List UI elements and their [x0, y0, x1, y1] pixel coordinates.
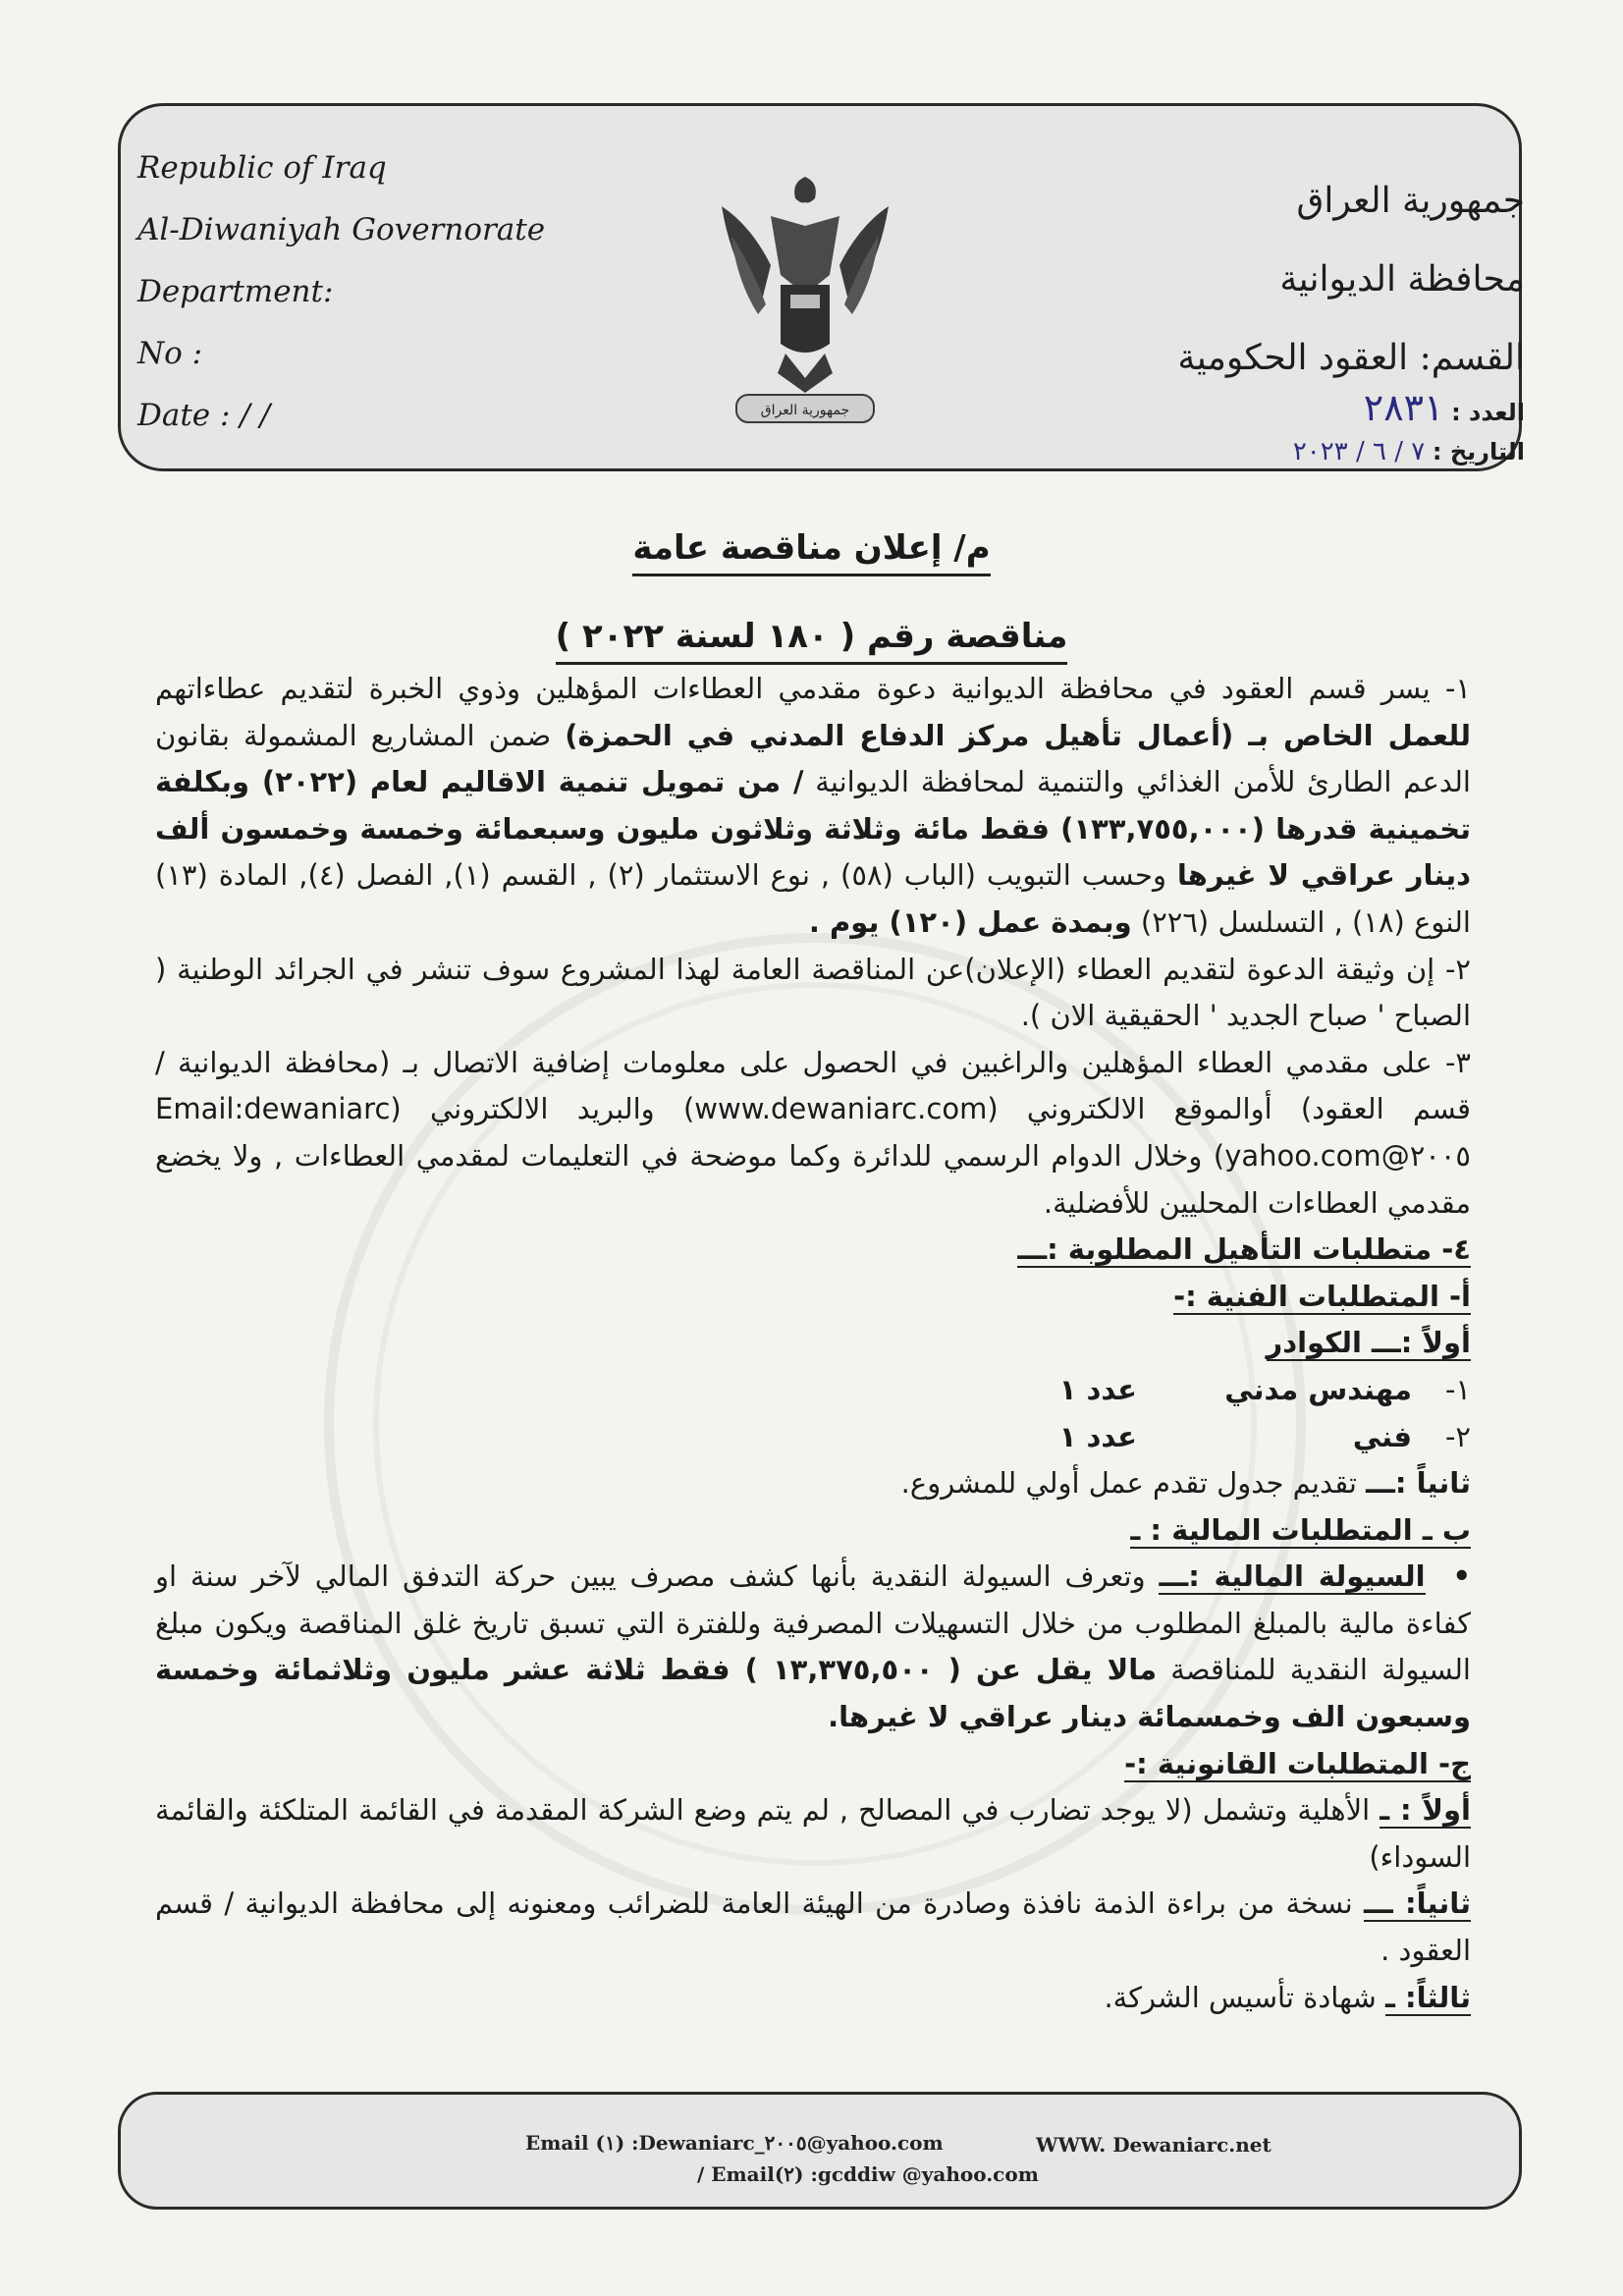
english-date: Date : / /: [137, 398, 271, 433]
legal-requirement-3: ثالثاً: ـ شهادة تأسيس الشركة.: [1104, 1980, 1471, 2014]
letterhead-english: [137, 137, 648, 447]
arabic-department: القسم: العقود الحكومية: [1177, 338, 1525, 378]
english-department: Department:: [137, 274, 334, 309]
announcement-title: م/ إعلان مناقصة عامة: [0, 528, 1623, 568]
paragraph-2: ٢- إن وثيقة الدعوة لتقديم العطاء (الإعلان)عن المناقصة العامة لهذا المشروع سوف تنشر في الجرائد الوطنية ( الصباح ' صباح الجديد ' الحقيقية الان ).: [155, 952, 1471, 1033]
footer-email-2[interactable]: / Email(٢) :gcddiw @yahoo.com: [697, 2162, 1039, 2186]
tender-number-title: مناقصة رقم ( ١٨٠ لسنة ٢٠٢٢ ): [0, 617, 1623, 656]
arabic-country: جمهورية العراق: [1296, 181, 1525, 221]
requirements-heading: ٤- متطلبات التأهيل المطلوبة :ـــ: [1017, 1232, 1471, 1267]
announcement-body: [155, 666, 1471, 2021]
iraq-eagle-emblem-icon: [712, 167, 898, 432]
english-number: No :: [137, 336, 203, 371]
number-value: ٢٨٣١: [1363, 386, 1444, 429]
paragraph-3: ٣- على مقدمي العطاء المؤهلين والراغبين في الحصول على معلومات إضافية الاتصال بـ (محافظة الديوانية / قسم العقود) أوالموقع الالكتروني (www.dewaniarc.com) والبريد الالكتروني (Email:dewaniarc ٢٠٠٥@yahoo.com) وخلال الدوام الرسمي للدائرة وكما موضحة في التعليمات لمقدمي العطاءات , ولا يخضع مقدمي العطاءات المحليين للأفضلية.: [155, 1045, 1471, 1220]
staff-heading: أولاً :ـــ الكوادر: [1266, 1326, 1471, 1360]
footer-email-1[interactable]: Email (١) :Dewaniarc_٢٠٠٥@yahoo.com: [525, 2131, 944, 2155]
footer-website[interactable]: WWW. Dewaniarc.net: [1036, 2133, 1271, 2157]
letterhead-arabic: [1112, 162, 1525, 398]
staff-row: ٢- فني عدد ١: [1058, 1419, 1471, 1453]
emblem-caption: جمهورية العراق: [760, 403, 850, 418]
paragraph-1: ١- يسر قسم العقود في محافظة الديوانية دعوة مقدمي العطاءات المؤهلين وذوي الخبرة لتقديم عطاءاتهم للعمل الخاص بـ (أعمال تأهيل مركز الدفاع المدني في الحمزة) ضمن المشاريع المشمولة بقانون الدعم الطارئ للأمن الغذائي والتنمية لمحافظة الديوانية / من تمويل تنمية الاقاليم لعام (٢٠٢٢) وبكلفة تخمينية قدرها (١٣٣,٧٥٥,٠٠٠) فقط مائة وثلاثة وثلاثون مليون وسبعمائة وخمسة وخمسون ألف دينار عراقي لا غيرها وحسب التبويب (الباب (٥٨) , نوع الاستثمار (٢) , القسم (١), الفصل (٤), المادة (١٣) النوع (١٨) , التسلسل (٢٢٦) وبمدة عمل (١٢٠) يوم .: [155, 672, 1471, 939]
legal-requirement-2: ثانياً: ـــ نسخة من براءة الذمة نافذة وصادرة من الهيئة العامة للضرائب ومعنونه إلى محافظة الديوانية / قسم العقود .: [155, 1886, 1471, 1968]
letter-reference: [1171, 388, 1525, 471]
arabic-governorate: محافظة الديوانية: [1279, 259, 1525, 300]
website-link[interactable]: (www.dewaniarc.com): [682, 1092, 999, 1126]
financial-requirements-heading: ب ـ المتطلبات المالية : ـ: [1130, 1512, 1471, 1547]
staff-row: ١- مهندس مدني عدد ١: [1058, 1372, 1471, 1406]
legal-requirements-heading: ج- المتطلبات القانونية :-: [1124, 1746, 1471, 1780]
english-country: Republic of Iraq: [137, 150, 387, 186]
legal-requirement-1: أولاً : ـ الأهلية وتشمل (لا يوجد تضارب في المصالح , لم يتم وضع الشركة المقدمة في القائمة المتلكئة والقائمة السوداء): [155, 1793, 1471, 1874]
date-label: التاريخ :: [1432, 438, 1525, 465]
work-schedule-requirement: ثانياً :ـــ تقديم جدول تقدم عمل أولي للمشروع.: [900, 1466, 1471, 1501]
liquidity-requirement: • السيولة المالية :ـــ وتعرف السيولة النقدية بأنها كشف مصرف يبين حركة التدفق المالي لآخر سنة او كفاءة مالية بالمبلغ المطلوب من خلال التسهيلات المصرفية وللفترة التي تسبق تاريخ غلق المناقصة ويكون مبلغ السيولة النقدية للمناقصة مالا يقل عن ( ١٣,٣٧٥,٥٠٠ ) فقط ثلاثة عشر مليون وثلاثمائة وخمسة وسبعون الف وخمسمائة دينار عراقي لا غيرها.: [155, 1554, 1471, 1740]
number-label: العدد :: [1451, 399, 1525, 426]
date-value: ٧ / ٦ / ٢٠٢٣: [1292, 437, 1426, 466]
english-governorate: Al-Diwaniyah Governorate: [137, 212, 546, 247]
email-link[interactable]: (Email:dewaniarc ٢٠٠٥@yahoo.com): [155, 1092, 1471, 1173]
technical-requirements-heading: أ- المتطلبات الفنية :-: [1173, 1279, 1471, 1313]
